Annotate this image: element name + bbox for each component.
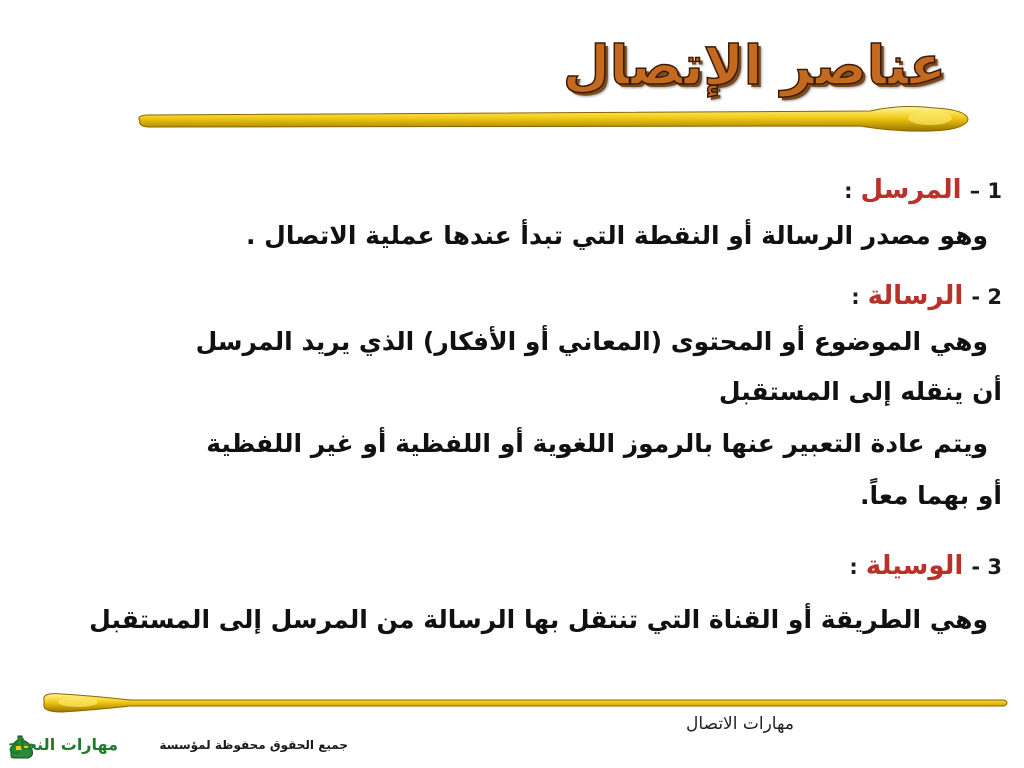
footer-course-title: مهارات الاتصال [686,714,794,734]
section-title: الوسيلة [865,551,964,581]
section-text-line: أو بهما معاً. [859,481,1002,510]
footer-logo [8,730,120,762]
section-text-line: وهي الطريقة أو القناة التي تنتقل بها الرسالة من المرسل إلى المستقبل [89,605,988,634]
section-colon: : [851,285,860,309]
footer-rights: جميع الحقوق محفوظة لمؤسسة [159,738,348,752]
section-number: 2 - [971,285,1002,309]
section-heading-medium [849,548,1002,587]
section-text-line: أن ينقله إلى المستقبل [718,377,1002,406]
section-heading-message [851,278,1002,317]
section-text-line: وهو مصدر الرسالة أو النقطة التي تبدأ عندها عملية الاتصال . [245,221,988,250]
section-title: المرسل [860,175,962,205]
section-text-line: ويتم عادة التعبير عنها بالرموز اللغوية أو اللفظية أو غير اللفظية [206,429,988,458]
section-heading-sender [844,172,1002,211]
section-number: 3 - [971,555,1002,579]
section-title: الرسالة [867,281,964,311]
section-number: 1 – [969,179,1002,203]
section-colon: : [844,179,853,203]
section-colon: : [849,555,858,579]
logo-text: مهارات النجاح [8,735,118,754]
section-text-line: وهي الموضوع أو المحتوى (المعاني أو الأفكار) الذي يريد المرسل [195,327,988,356]
slide-title: عناصر الإتصال [562,34,946,97]
